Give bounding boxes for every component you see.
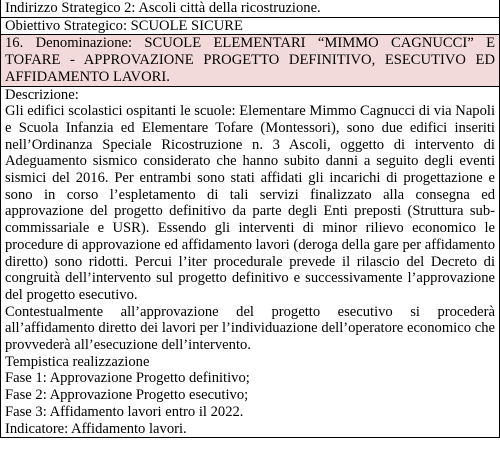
description-paragraph-2: Contestualmente all’approvazione del progetto esecutivo si procederà all’affidamento diretto dei lavori per l’individuazione dell’operatore economico che provvederà all’esecuzione dell’intervento. [5, 303, 495, 354]
phase-2: Fase 2: Approvazione Progetto esecutivo; [5, 387, 249, 404]
strategic-objective-text: Obiettivo Strategico: SCUOLE SICURE [5, 17, 243, 34]
phase-3: Fase 3: Affidamento lavori entro il 2022. [5, 403, 244, 420]
description-paragraph-1: Gli edifici scolastici ospitanti le scuole: Elementare Mimmo Cagnucci di via Napoli e Scuola Infanzia ed Elementare Tofare (Montessori), sono due edifici inseriti nell’Ordinanza Speciale Ricostruzione n. 3 Ascoli, oggetto di intervento di Adeguamento sismico considerato che hanno subito danni a seguito degli eventi sismici del 2016. Per entrambi sono stati affidati gli incarichi di progettazione e sono in corso l’espletamento di tali servizi finalizzato alla consegna ed approvazione del progetto definitivo da parte degli Enti preposti (Struttura sub-commissariale e USR). Essendo gli interventi di minor rilievo economico le procedure di approvazione ed affidamento lavori (deroga della gare per affidamento diretto) sono ridotti. Percui l’iter procedurale prevede il rilascio del Decreto di congruità dell’intervento sul progetto definitivo e successivamente l’approvazione del progetto esecutivo. [5, 103, 495, 303]
strategic-direction-row [0, 0, 500, 18]
description-label: Descrizione: [5, 86, 79, 103]
phase-1: Fase 1: Approvazione Progetto definitivo; [5, 370, 250, 387]
denomination-text: 16. Denominazione: SCUOLE ELEMENTARI “MIMMO CAGNUCCI” E TOFARE - APPROVAZIONE PROGETTO DEFINITIVO, ESECUTIVO ED AFFIDAMENTO LAVORI. [5, 35, 495, 85]
indicator-text: Indicatore: Affidamento lavori. [5, 420, 187, 437]
strategic-objective-row [0, 18, 500, 36]
timeline-label: Tempistica realizzazione [5, 353, 150, 370]
denomination-row [0, 35, 500, 86]
strategic-direction-text: Indirizzo Strategico 2: Ascoli città della ricostruzione. [5, 0, 321, 16]
description-section [0, 87, 500, 439]
